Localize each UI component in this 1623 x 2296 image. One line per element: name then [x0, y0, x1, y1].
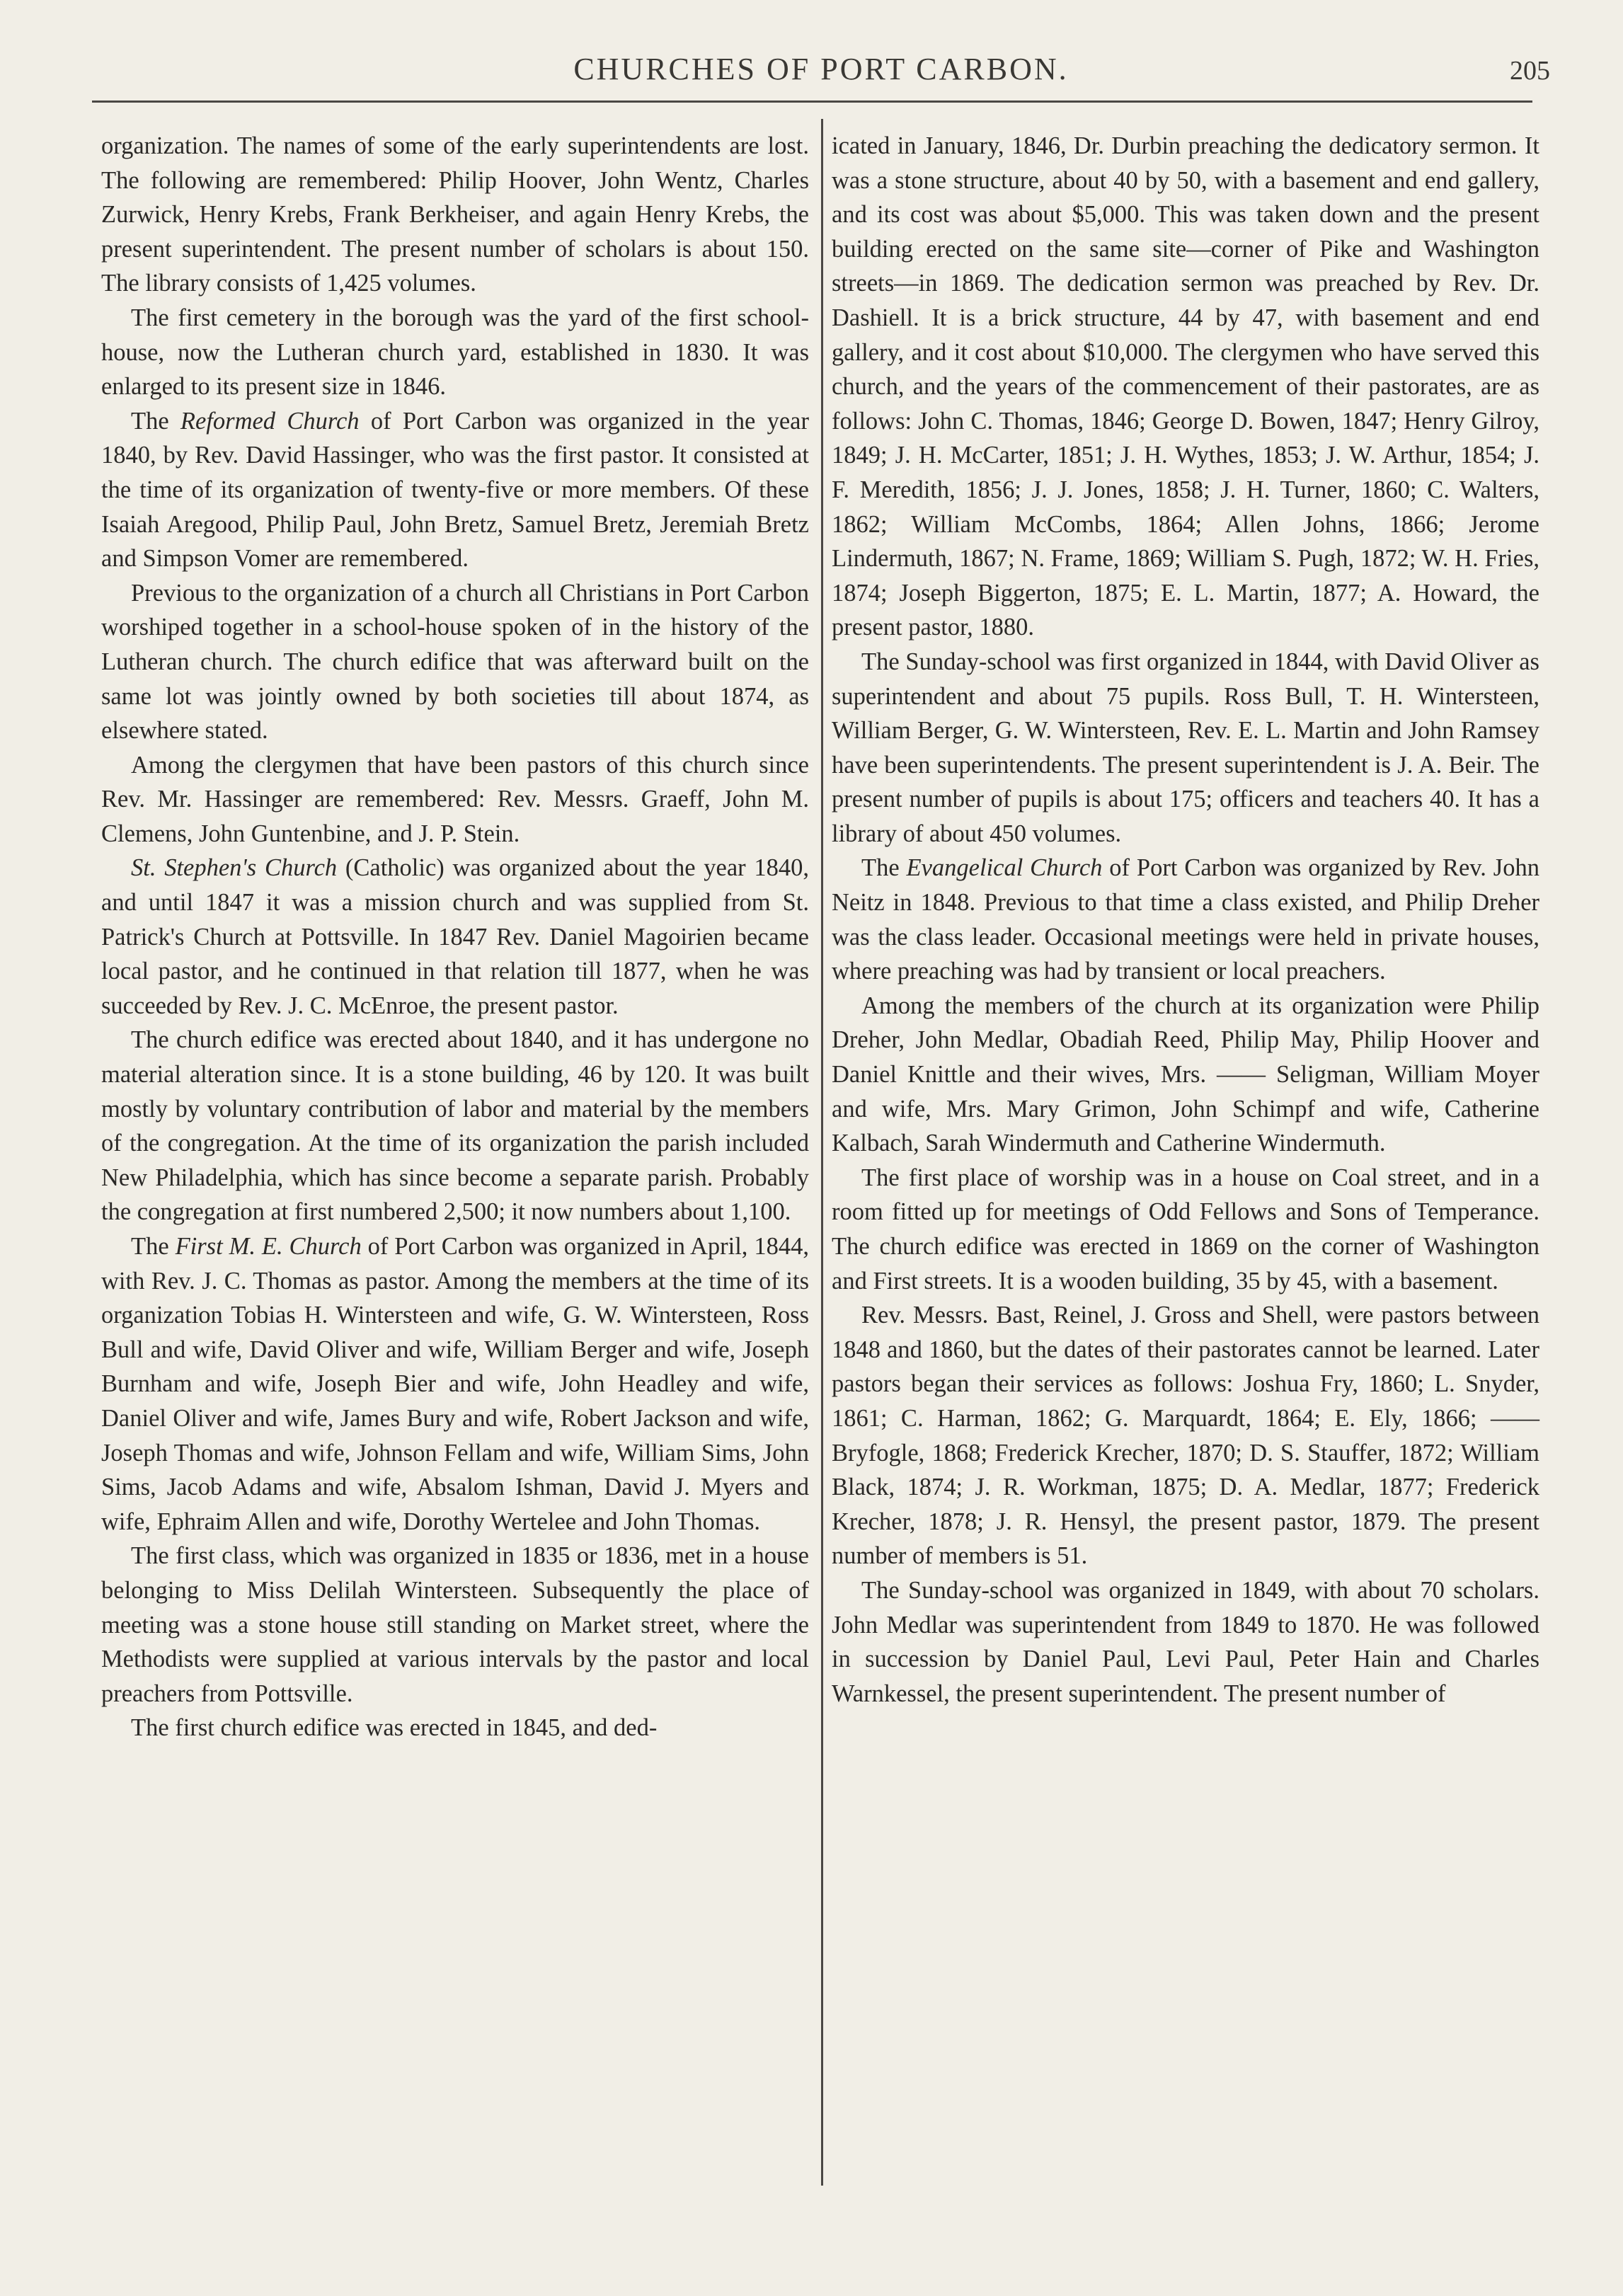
paragraph — [832, 989, 1539, 1161]
text-run: icated in January, 1846, Dr. Durbin preaching the dedicatory sermon. It was a stone structure, about 40 by 50, with a basement and end gallery, and its cost was about $5,000. This was taken down and the present building erected on the same site—corner of Pike and Washington streets—in 1869. The dedication sermon was preached by Rev. Dr. Dashiell. It is a brick structure, 44 by 47, with basement and end gallery, and it cost about $10,000. The clergymen who have served this church, and the years of the commencement of their pastorates, are as follows: John C. Thomas, 1846; George D. Bowen, 1847; Henry Gilroy, 1849; J. H. McCarter, 1851; J. H. Wythes, 1853; J. W. Arthur, 1854; J. F. Meredith, 1856; J. J. Jones, 1858; J. H. Turner, 1860; C. Walters, 1862; William McCombs, 1864; Allen Johns, 1866; Jerome Lindermuth, 1867; N. Frame, 1869; William S. Pugh, 1872; W. H. Fries, 1874; Joseph Biggerton, 1875; E. L. Martin, 1877; A. Howard, the present pastor, 1880. — [832, 132, 1539, 641]
paragraph — [832, 851, 1539, 988]
paragraph — [832, 1573, 1539, 1711]
paragraph — [832, 645, 1539, 851]
text-run: of Port Carbon was organized in April, 1844, with Rev. J. C. Thomas as pastor. Among the members at the time of its organization Tobias H. Wintersteen and wife, G. W. Wintersteen, Ross Bull and wife, David Oliver and wife, William Berger and wife, Joseph Burnham and wife, Joseph Bier and wife, John Headley and wife, Daniel Oliver and wife, James Bury and wife, Robert Jackson and wife, Joseph Thomas and wife, Johnson Fellam and wife, William Sims, John Sims, Jacob Adams and wife, Absalom Ishman, David J. Myers and wife, Ephraim Allen and wife, Dorothy Wertelee and John Thomas. — [101, 1233, 809, 1535]
paragraph — [832, 129, 1539, 645]
italic-church-name: St. Stephen's Church — [131, 854, 338, 882]
text-run: The first cemetery in the borough was the yard of the first school-house, now the Lutheran church yard, established in 1830. It was enlarged to its present size in 1846. — [101, 304, 809, 401]
left-column — [101, 129, 809, 1745]
text-run: The — [861, 854, 907, 882]
text-run: The church edifice was erected about 1840, and it has undergone no material alteration since. It is a stone building, 46 by 120. It was built mostly by voluntary contribution of labor and material by the members of the congregation. At the time of its organization the parish included New Philadelphia, which has since become a separate parish. Probably the congregation at first numbered 2,500; it now numbers about 1,100. — [101, 1026, 809, 1226]
paragraph — [101, 576, 809, 748]
text-run: Rev. Messrs. Bast, Reinel, J. Gross and Shell, were pastors between 1848 and 1860, but the dates of their pastorates cannot be learned. Later pastors began their services as follows: Joshua Fry, 1860; L. Snyder, 1861; C. Harman, 1862; G. Marquardt, 1864; E. Ely, 1866; —— Bryfogle, 1868; Frederick Krecher, 1870; D. S. Stauffer, 1872; William Black, 1874; J. R. Workman, 1875; D. A. Medlar, 1877; Frederick Krecher, 1878; J. R. Hensyl, the present pastor, 1879. The present number of members is 51. — [832, 1302, 1539, 1570]
paragraph — [832, 1161, 1539, 1298]
text-run: (Catholic) was organized about the year 1840, and until 1847 it was a mission church and was supplied from St. Patrick's Church at Pottsville. In 1847 Rev. Daniel Magoirien became local pastor, and he continued in that relation till 1877, when he was succeeded by Rev. J. C. McEnroe, the present pastor. — [101, 854, 809, 1019]
paragraph — [101, 129, 809, 301]
paragraph — [101, 301, 809, 404]
header-rule — [92, 101, 1532, 103]
text-run: The — [131, 1233, 176, 1260]
text-run: The first place of worship was in a house on Coal street, and in a room fitted up for meetings of Odd Fellows and Sons of Temperance. The church edifice was erected in 1869 on the corner of Washington and First streets. It is a wooden building, 35 by 45, with a basement. — [832, 1164, 1539, 1295]
paragraph — [101, 1711, 809, 1745]
text-run: The Sunday-school was first organized in 1844, with David Oliver as superintendent and about 75 pupils. Ross Bull, T. H. Wintersteen, William Berger, G. W. Wintersteen, Rev. E. L. Martin and John Ramsey have been superintendents. The present superintendent is J. A. Beir. The present number of pupils is about 175; officers and teachers 40. It has a library of about 450 volumes. — [832, 648, 1539, 847]
italic-church-name: First M. E. Church — [175, 1233, 362, 1260]
italic-church-name: Evangelical Church — [906, 854, 1103, 882]
paragraph — [101, 1229, 809, 1539]
paragraph — [832, 1298, 1539, 1573]
page-number: 205 — [1510, 56, 1550, 86]
paragraph — [101, 1023, 809, 1229]
paragraph — [101, 1539, 809, 1711]
text-run: Previous to the organization of a church all Christians in Port Carbon worshiped together in a school-house spoken of in the history of the Lutheran church. The church edifice that was afterward built on the same lot was jointly owned by both societies till about 1874, as elsewhere stated. — [101, 579, 809, 745]
paragraph — [101, 851, 809, 1023]
text-run: of Port Carbon was organized in the year 1840, by Rev. David Hassinger, who was the first pastor. It consisted at the time of its organization of twenty-five or more members. Of these Isaiah Aregood, Philip Paul, John Bretz, Samuel Bretz, Jeremiah Bretz and Simpson Vomer are remembered. — [101, 407, 809, 573]
text-run: Among the clergymen that have been pastors of this church since Rev. Mr. Hassinger are remembered: Rev. Messrs. Graeff, John M. Clemens, John Guntenbine, and J. P. Stein. — [101, 751, 809, 847]
running-title: CHURCHES OF PORT CARBON. — [573, 52, 1069, 86]
text-run: The — [131, 407, 180, 435]
text-run: The Sunday-school was organized in 1849, with about 70 scholars. John Medlar was superintendent from 1849 to 1870. He was followed in succession by Daniel Paul, Levi Paul, Peter Hain and Charles Warnkessel, the present superintendent. The present number of — [832, 1576, 1539, 1707]
column-divider — [821, 119, 823, 2186]
paragraph — [101, 748, 809, 851]
text-run: The first class, which was organized in 1835 or 1836, met in a house belonging to Miss Delilah Wintersteen. Subsequently the place of meeting was a stone house still standing on Market street, where the Methodists were supplied at various intervals by the pastor and local preachers from Pottsville. — [101, 1542, 809, 1707]
text-run: Among the members of the church at its organization were Philip Dreher, John Medlar, Obadiah Reed, Philip May, Philip Hoover and Daniel Knittle and their wives, Mrs. —— Seligman, William Moyer and wife, Mrs. Mary Grimon, John Schimpf and wife, Catherine Kalbach, Sarah Windermuth and Catherine Windermuth. — [832, 992, 1539, 1157]
text-run: of Port Carbon was organized by Rev. John Neitz in 1848. Previous to that time a class existed, and Philip Dreher was the class leader. Occasional meetings were held in private houses, where preaching was had by transient or local preachers. — [832, 854, 1539, 985]
right-column — [832, 129, 1539, 1711]
page-header — [92, 51, 1550, 101]
text-run: The first church edifice was erected in 1845, and ded- — [131, 1714, 658, 1742]
paragraph — [101, 404, 809, 576]
italic-church-name: Reformed Church — [180, 407, 360, 435]
text-run: organization. The names of some of the early superintendents are lost. The following are remembered: Philip Hoover, John Wentz, Charles Zurwick, Henry Krebs, Frank Berkheiser, and again Henry Krebs, the present superintendent. The present number of scholars is about 150. The library consists of 1,425 volumes. — [101, 132, 809, 297]
